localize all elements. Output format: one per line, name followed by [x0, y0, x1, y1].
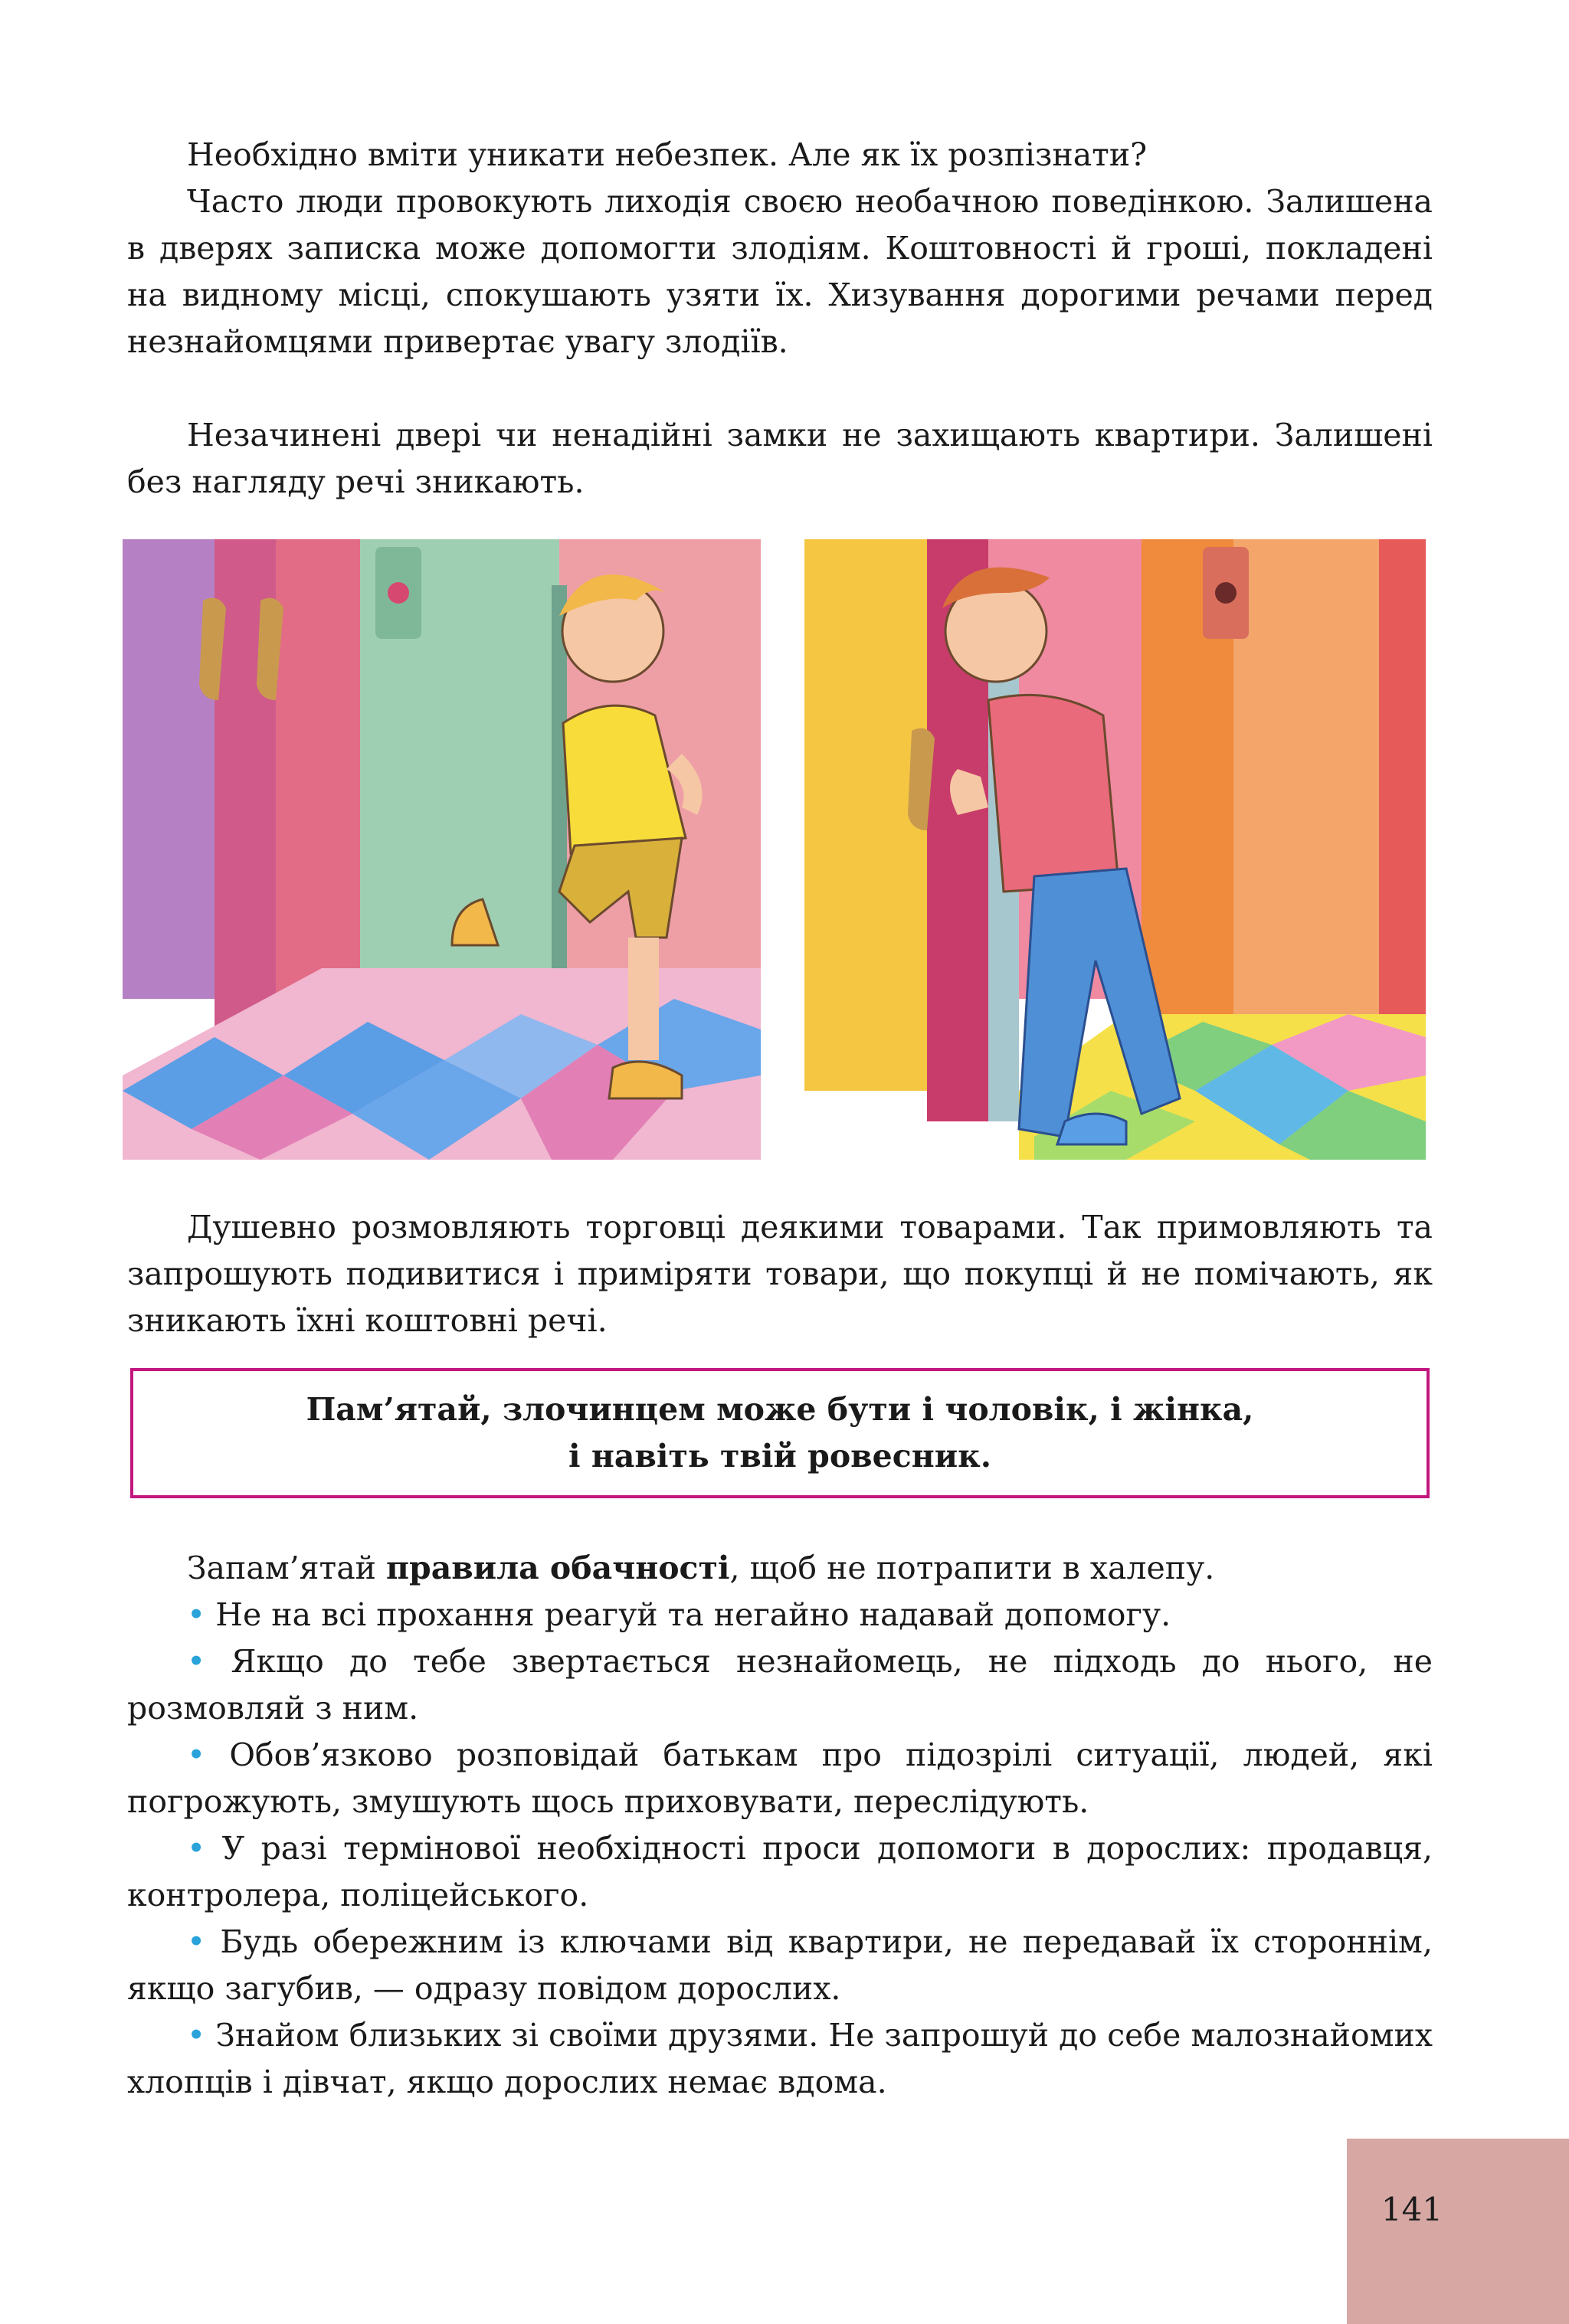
intro-paragraph-1: Необхідно вміти уникати небезпек. Але як їх розпізнати?	[187, 136, 1148, 173]
bullet-icon: •	[187, 1643, 206, 1680]
rule-text: Не на всі прохання реагуй та негайно надавай допомогу.	[215, 1596, 1171, 1633]
memo-box	[130, 1368, 1430, 1498]
rule-item-1	[127, 1592, 1433, 1638]
rule-item-6	[127, 2012, 1433, 2106]
rule-text: У разі термінової необхідності проси допомоги в дорослих: продавця, контролера, поліцейського.	[127, 1830, 1433, 1913]
intro-paragraph-2: Часто люди провокують лиходія своєю необачною поведінкою. Залишена в дверях записка може допомогти злодіям. Коштовності й гроші, покладені на видному місці, спокушають узяти їх. Хизування дорогими речами перед незнайомцями привертає увагу злодіїв.	[127, 183, 1433, 360]
rule-text: Знайом близьких зі своїми друзями. Не запрошуй до себе малознайомих хлопців і дівчат, якщо дорослих немає вдома.	[127, 2017, 1433, 2100]
rule-item-4	[127, 1825, 1433, 1919]
bullet-icon: •	[187, 1923, 206, 1960]
bullet-icon: •	[187, 2017, 206, 2054]
rule-item-3	[127, 1732, 1433, 1825]
illustration-boy-leaving-door	[123, 539, 761, 1160]
intro-paragraph-3: Незачинені двері чи ненадійні замки не захищають квартири. Залишені без нагляду речі зникають.	[127, 417, 1433, 500]
rule-text: Якщо до тебе звертається незнайомець, не підходь до нього, не розмовляй з ним.	[127, 1643, 1433, 1727]
rules-intro-after: , щоб не потрапити в халепу.	[729, 1550, 1215, 1586]
memo-line-2: і навіть твій ровесник.	[568, 1438, 991, 1475]
rules-intro	[127, 1545, 1433, 1592]
rules-intro-bold: правила обачності	[386, 1550, 730, 1586]
page-number: 141	[1381, 2191, 1443, 2228]
rules-intro-before: Запам’ятай	[187, 1550, 387, 1586]
bullet-icon: •	[187, 1736, 206, 1773]
rule-text: Будь обережним із ключами від квартири, не передавай їх стороннім, якщо загубив, — одразу повідом дорослих.	[127, 1923, 1433, 2007]
rule-item-5	[127, 1919, 1433, 2012]
bullet-icon: •	[187, 1596, 206, 1633]
middle-paragraph: Душевно розмовляють торговці деякими товарами. Так примовляють та запрошують подивитися і приміряти товари, що покупці й не помічають, як зникають їхні коштовні речі.	[127, 1209, 1433, 1339]
rule-text: Обов’язково розповідай батькам про підозрілі ситуації, людей, які погрожують, змушують щось приховувати, переслідують.	[127, 1736, 1433, 1820]
rule-item-2	[127, 1638, 1433, 1732]
bullet-icon: •	[187, 1830, 206, 1867]
illustration-boy-entering-door	[804, 539, 1426, 1160]
memo-line-1: Пам’ятай, злочинцем може бути і чоловік, і жінка,	[306, 1391, 1254, 1428]
